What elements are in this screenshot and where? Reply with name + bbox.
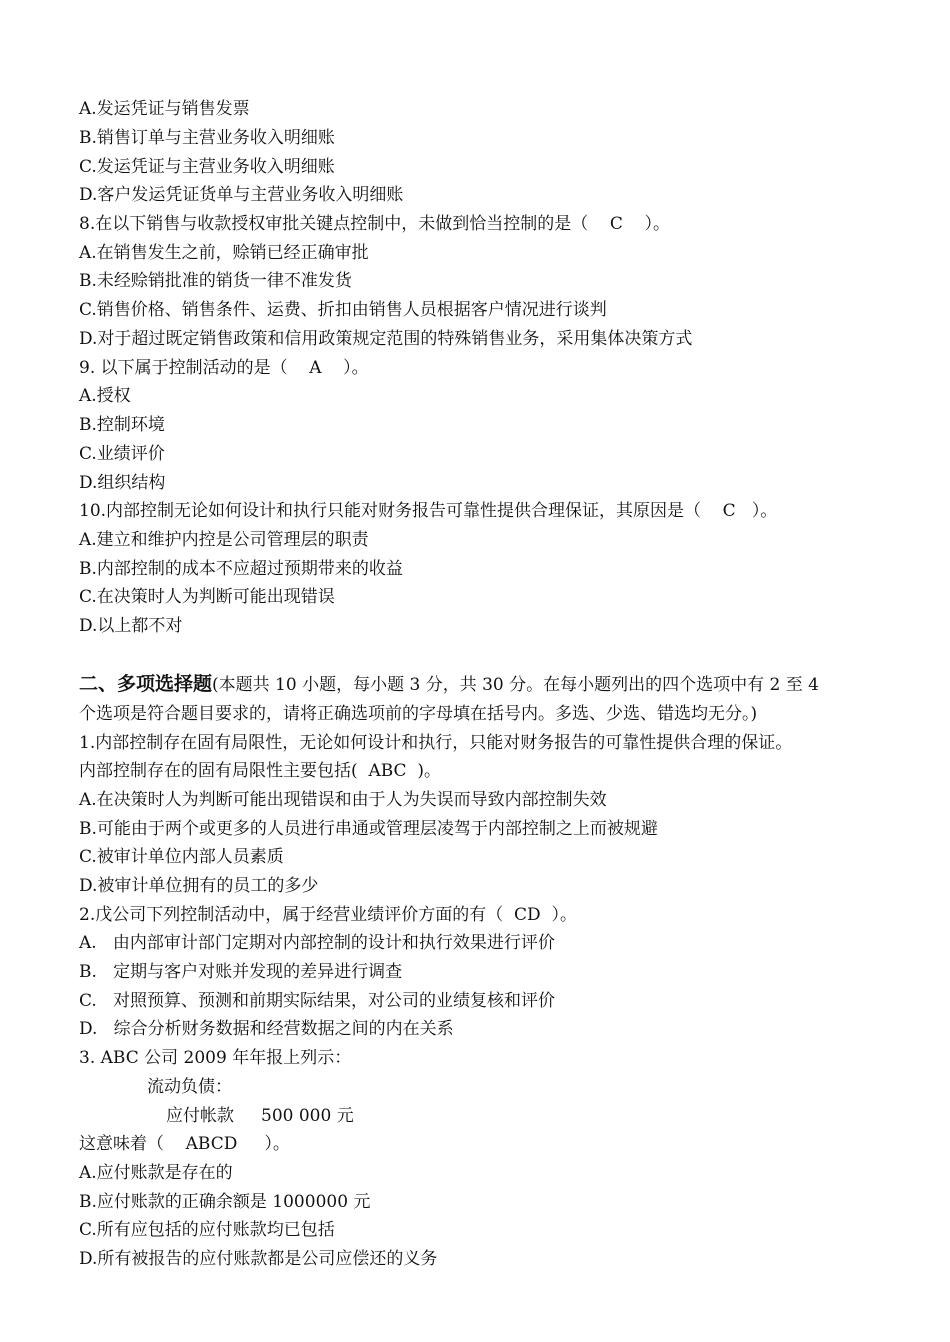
q7-option-d: D.客户发运凭证货单与主营业务收入明细账 [79,185,404,205]
m2-option-c: C. 对照预算、预测和前期实际结果，对公司的业绩复核和评价 [79,991,556,1011]
q10-option-d: D.以上都不对 [79,616,183,636]
m3-option-d: D.所有被报告的应付账款都是公司应偿还的义务 [79,1249,438,1269]
m1-option-d: D.被审计单位拥有的员工的多少 [79,876,319,896]
q9-option-a: A.授权 [79,386,131,406]
q8-stem: 8.在以下销售与收款授权审批关键点控制中，未做到恰当控制的是（ C ）。 [79,214,670,234]
m3-stem: 3. ABC 公司 2009 年年报上列示： [79,1048,352,1068]
section2-heading-line [79,673,819,696]
section2-heading: 二、多项选择题 [79,673,213,695]
m1-stem-line2: 内部控制存在的固有局限性主要包括( ABC )。 [79,761,441,781]
q7-option-b: B.销售订单与主营业务收入明细账 [79,128,335,148]
q9-option-d: D.组织结构 [79,473,166,493]
m3-sub-accounts-payable: 应付帐款 500 000 元 [166,1106,354,1126]
q10-option-a: A.建立和维护内控是公司管理层的职责 [79,530,369,550]
m1-option-b: B.可能由于两个或更多的人员进行串通或管理层凌驾于内部控制之上而被规避 [79,819,658,839]
q8-option-b: B.未经赊销批准的销货一律不准发货 [79,271,352,291]
m3-option-c: C.所有应包括的应付账款均已包括 [79,1220,335,1240]
q7-option-a: A.发运凭证与销售发票 [79,99,250,119]
q10-stem: 10.内部控制无论如何设计和执行只能对财务报告可靠性提供合理保证，其原因是（ C ）。 [79,501,778,521]
m2-stem: 2.戊公司下列控制活动中，属于经营业绩评价方面的有（ CD ）。 [79,905,577,925]
m1-option-a: A.在决策时人为判断可能出现错误和由于人为失误而导致内部控制失效 [79,790,607,810]
m3-sub-current-liabilities: 流动负债： [147,1077,232,1097]
q9-option-c: C.业绩评价 [79,444,165,464]
q9-stem: 9. 以下属于控制活动的是（ A ）。 [79,358,369,378]
section2-note-line1: (本题共 10 小题，每小题 3 分，共 30 分。在每小题列出的四个选项中有 2 至 4 [212,675,819,695]
q8-option-c: C.销售价格、销售条件、运费、折扣由销售人员根据客户情况进行谈判 [79,300,607,320]
section2-note-line2: 个选项是符合题目要求的，请将正确选项前的字母填在括号内。多选、少选、错选均无分。) [79,704,758,724]
m2-option-a: A. 由内部审计部门定期对内部控制的设计和执行效果进行评价 [79,933,555,953]
q8-option-d: D.对于超过既定销售政策和信用政策规定范围的特殊销售业务，采用集体决策方式 [79,329,693,349]
m3-meaning: 这意味着（ ABCD ）。 [79,1134,290,1154]
m1-option-c: C.被审计单位内部人员素质 [79,847,284,867]
q8-option-a: A.在销售发生之前，赊销已经正确审批 [79,243,369,263]
m3-option-a: A.应付账款是存在的 [79,1163,233,1183]
m2-option-d: D. 综合分析财务数据和经营数据之间的内在关系 [79,1019,454,1039]
q10-option-b: B.内部控制的成本不应超过预期带来的收益 [79,559,403,579]
m2-option-b: B. 定期与客户对账并发现的差异进行调查 [79,962,403,982]
q10-option-c: C.在决策时人为判断可能出现错误 [79,587,335,607]
q9-option-b: B.控制环境 [79,415,165,435]
m3-option-b: B.应付账款的正确余额是 1000000 元 [79,1192,371,1212]
m1-stem-line1: 1.内部控制存在固有局限性，无论如何设计和执行，只能对财务报告的可靠性提供合理的保证。 [79,733,793,753]
q7-option-c: C.发运凭证与主营业务收入明细账 [79,157,335,177]
